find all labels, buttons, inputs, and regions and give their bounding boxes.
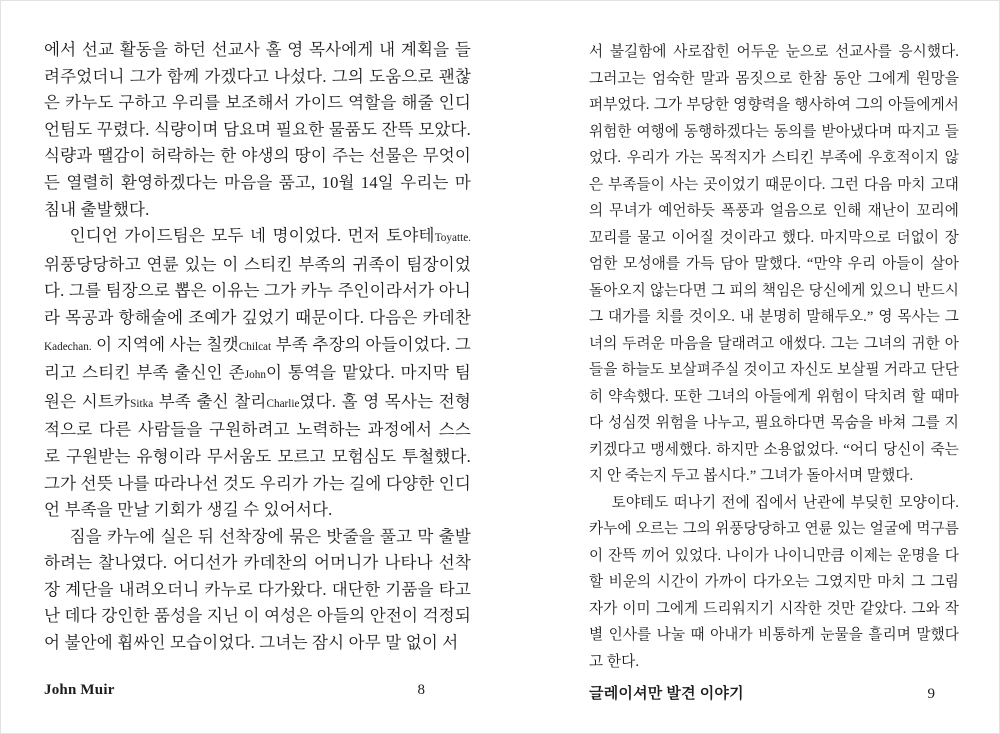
running-footer-chapter-title: 글레이셔만 발견 이야기 [589, 686, 744, 702]
paragraph: 에서 선교 활동을 하던 선교사 홀 영 목사에게 내 계획을 들려주었더니 그가 함께 가겠다고 나섰다. 그의 도움으로 괜찮은 카누도 구하고 우리를 보조해서 가이드 역할을 해줄 인디언팀도 꾸렸다. 식량이며 담요며 필요한 물품도 잔뜩 모았다. 식량과 땔감이 허락하는 한 야생의 땅이 주는 선물은 무엇이든 열렬히 환영하겠다는 마음을 품고, 10월 14일 우리는 마침내 출발했다. [44, 40, 471, 219]
running-footer-author: John Muir [44, 682, 115, 698]
paragraph: 짐을 카누에 실은 뒤 선착장에 묶은 밧줄을 풀고 막 출발하려는 찰나였다. 어디선가 카데찬의 어머니가 나타나 선착장 계단을 내려오더니 카누로 다가왔다. 대단한 기품을 타고난 데다 강인한 품성을 지닌 이 여성은 아들의 안전이 걱정되어 불안에 휩싸인 모습이었다. 그녀는 잠시 아무 말 없이 서 [44, 526, 471, 653]
left-page-text [44, 37, 471, 657]
left-page-footer [44, 682, 471, 699]
latin-name-annotation: Sitka [130, 397, 154, 410]
left-page-number: 8 [417, 682, 425, 698]
paragraph: 토야테도 떠나기 전에 집에서 난관에 부딪힌 모양이다. 카누에 오르는 그의 위풍당당하고 연륜 있는 얼굴에 먹구름이 잔뜩 끼어 있었다. 나이가 나이니만큼 이제는 운명을 다할 비운의 시간이 가까이 다가오는 그였지만 마치 그 그림자가 이미 그에게 드리워지기 시작한 것만 같았다. 그와 작별 인사를 나눌 때 아내가 비통하게 눈물을 흘리며 말했다고 한다. [589, 494, 959, 670]
right-page-number: 9 [927, 686, 935, 702]
latin-name-annotation: John [244, 369, 266, 382]
latin-name-annotation: Toyatte. [434, 232, 471, 245]
latin-name-annotation: Kadechan. [44, 340, 92, 353]
paragraph: 인디언 가이드팀은 모두 네 명이었다. 먼저 토야테Toyatte. 위풍당당하고 연륜 있는 이 스티킨 부족의 귀족이 팀장이었다. 그를 팀장으로 뽑은 이유는 그가 카누 주인이라서가 아니라 목공과 항해술에 조예가 깊었기 때문이다. 다음은 카데찬Kadechan. 이 지역에 사는 칠캣Chilcat 부족 추장의 아들이었다. 그리고 스티킨 부족 출신인 존John이 통역을 맡았다. 마지막 팀원은 시트카Sitka 부족 출신 찰리Charlie였다. 홀 영 목사는 전형적으로 다른 사람들을 구원하려고 노력하는 과정에서 스스로 구원받는 유형이라 무서움도 모르고 모험심도 투철했다. 그가 선뜻 나를 따라나선 것도 우리가 가는 길에 다양한 인디언 부족을 만날 기회가 생길 수 있어서다. [44, 226, 471, 520]
right-page-text [589, 39, 959, 675]
right-page-footer [589, 682, 959, 703]
latin-name-annotation: Chilcat [238, 340, 272, 353]
paragraph: 서 불길함에 사로잡힌 어두운 눈으로 선교사를 응시했다. 그러고는 엄숙한 말과 몸짓으로 한참 동안 그에게 원망을 퍼부었다. 그가 부당한 영향력을 행사하여 그의 아들에게서 위험한 여행에 동행하겠다는 동의를 받아냈다며 따지고 들었다. 우리가 가는 목적지가 스티킨 부족에 우호적이지 않은 부족들이 사는 곳이었기 때문이다. 그런 다음 마치 고대의 무녀가 예언하듯 폭풍과 얼음으로 인해 재난이 꼬리에 꼬리를 물고 이어질 것이라고 했다. 마지막으로 더없이 장엄한 모성애를 가득 담아 말했다. “만약 우리 아들이 살아 돌아오지 않는다면 그 피의 책임은 당신에게 있으니 반드시 그 대가를 치를 것이오. 내 분명히 말해두오.” 영 목사는 그녀의 두려운 마음을 달래려고 애썼다. 그는 그녀의 귀한 아들을 하늘도 보살펴주실 것이고 자신도 보살필 거라고 단단히 약속했다. 또한 그녀의 아들에게 위험이 닥치려 할 때마다 성심껏 위험을 나누고, 필요하다면 목숨을 바쳐 그를 지키겠다고 맹세했다. 하지만 소용없었다. “어디 당신이 죽는지 안 죽는지 두고 봅시다.” 그녀가 돌아서며 말했다. [589, 44, 959, 484]
latin-name-annotation: Charlie [266, 397, 300, 410]
